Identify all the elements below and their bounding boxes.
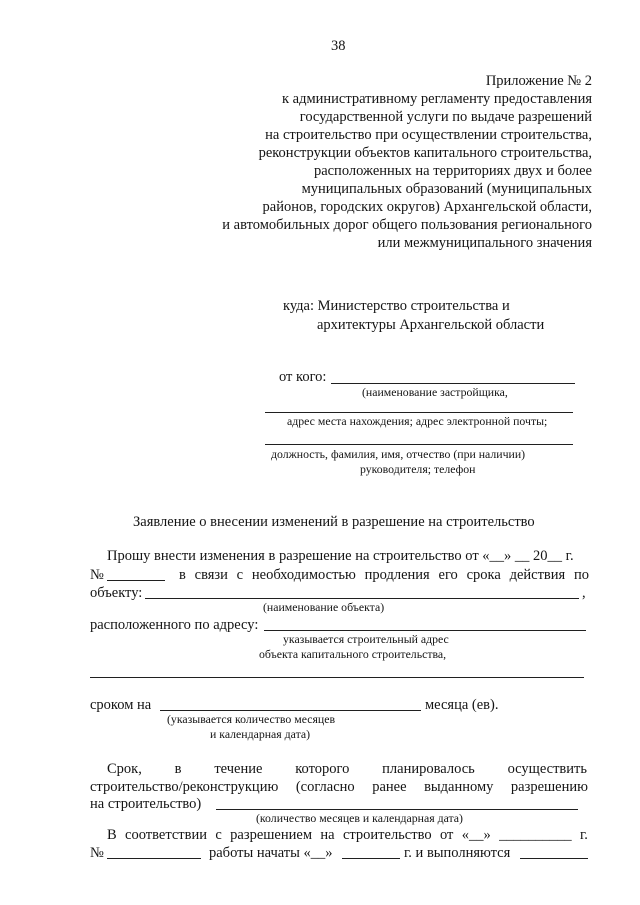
p3-word: г. (579, 827, 588, 843)
object-fill-line[interactable] (145, 598, 579, 599)
appendix-header (172, 72, 592, 252)
p1-line-2: в связи с необходимостью продления его срока действия по (179, 567, 589, 583)
p2-word: планировалось (382, 761, 475, 777)
term-label: сроком на (90, 697, 152, 713)
p1-line-3-comma: , (582, 585, 586, 601)
p3-number-sign: № (90, 845, 104, 861)
p2-word: разрешению (510, 779, 588, 795)
header-line: на строительство при осуществлении строительства, (265, 127, 592, 143)
p2-word: строительство/реконструкцию (90, 779, 279, 795)
p2-line-1 (107, 761, 587, 778)
p1-line-1: Прошу внести изменения в разрешение на строительство от «__» __ 20__ г. (107, 548, 574, 564)
header-line: или межмуниципального значения (377, 235, 592, 251)
header-line: районов, городских округов) Архангельской области, (262, 199, 592, 215)
p2-line-2 (90, 779, 588, 796)
p3-word: «__» (461, 827, 491, 843)
p2-word: осуществить (507, 761, 587, 777)
addressee-to-line-1: куда: Министерство строительства и (283, 298, 510, 314)
header-line: реконструкции объектов капитального строительства, (258, 145, 592, 161)
p3-word: В (107, 827, 117, 843)
document-title: Заявление о внесении изменений в разрешение на строительство (133, 514, 535, 530)
p2-line-3: на строительство) (90, 796, 202, 812)
header-line: государственной услуги по выдаче разрешений (299, 109, 592, 125)
from-fill-line[interactable] (331, 383, 575, 384)
p3-year-line[interactable] (342, 858, 400, 859)
header-line: расположенных на территориях двух и более (313, 163, 592, 179)
p2-word: которого (295, 761, 350, 777)
from-label: от кого: (279, 369, 327, 385)
p3-word: строительство (342, 827, 432, 843)
header-line: муниципальных образований (муниципальных (301, 181, 592, 197)
from-hint-3: должность, фамилия, имя, отчество (при наличии) (271, 447, 526, 461)
addressee-to-line-2: архитектуры Архангельской области (317, 317, 545, 333)
p3-line-2-text-2: г. и выполняются (404, 845, 511, 861)
p2-word: ранее (372, 779, 407, 795)
p2-hint: (количество месяцев и календарная дата) (256, 811, 463, 825)
address-hint-1: указывается строительный адрес (283, 632, 449, 646)
header-line: и автомобильных дорог общего пользования регионального (222, 217, 592, 233)
p2-word: (согласно (295, 779, 355, 795)
address-label: расположенного по адресу: (90, 617, 259, 633)
p3-word: от (439, 827, 454, 843)
header-line: Приложение № 2 (485, 73, 592, 89)
p3-word: с (215, 827, 222, 843)
p3-word: __________ (499, 827, 572, 843)
from-hint-4: руководителя; телефон (360, 462, 476, 476)
p2-fill-line[interactable] (216, 809, 578, 810)
p3-number-line[interactable] (107, 858, 201, 859)
header-line: к административному регламенту предоставления (281, 91, 592, 107)
from-fill-line-3[interactable] (265, 444, 573, 445)
term-hint-1: (указывается количество месяцев (167, 712, 336, 726)
p2-word: выданному (424, 779, 494, 795)
p1-line-3-label: объекту: (90, 585, 143, 601)
p2-word: в (174, 761, 182, 777)
address-fill-line-2[interactable] (90, 677, 584, 678)
p3-word: на (320, 827, 335, 843)
permit-number-line[interactable] (107, 580, 165, 581)
p1-number-sign: № (90, 567, 104, 583)
page-number: 38 (331, 38, 346, 54)
term-fill-line[interactable] (160, 710, 421, 711)
from-hint-2: адрес места нахождения; адрес электронной почты; (287, 414, 548, 428)
p3-line-2-text-1: работы начаты «__» (209, 845, 333, 861)
p2-word: Срок, (107, 761, 142, 777)
address-hint-2: объекта капитального строительства, (259, 647, 447, 661)
term-hint-2: и календарная дата) (210, 727, 311, 741)
p3-progress-line[interactable] (520, 858, 588, 859)
p2-word: течение (214, 761, 263, 777)
term-suffix: месяца (ев). (425, 697, 499, 713)
address-fill-line[interactable] (264, 630, 586, 631)
from-hint-1: (наименование застройщика, (362, 385, 508, 399)
from-fill-line-2[interactable] (265, 412, 573, 413)
object-hint: (наименование объекта) (263, 600, 385, 614)
p3-line-1 (107, 827, 588, 844)
p3-word: разрешением (230, 827, 313, 843)
p3-word: соответствии (125, 827, 207, 843)
